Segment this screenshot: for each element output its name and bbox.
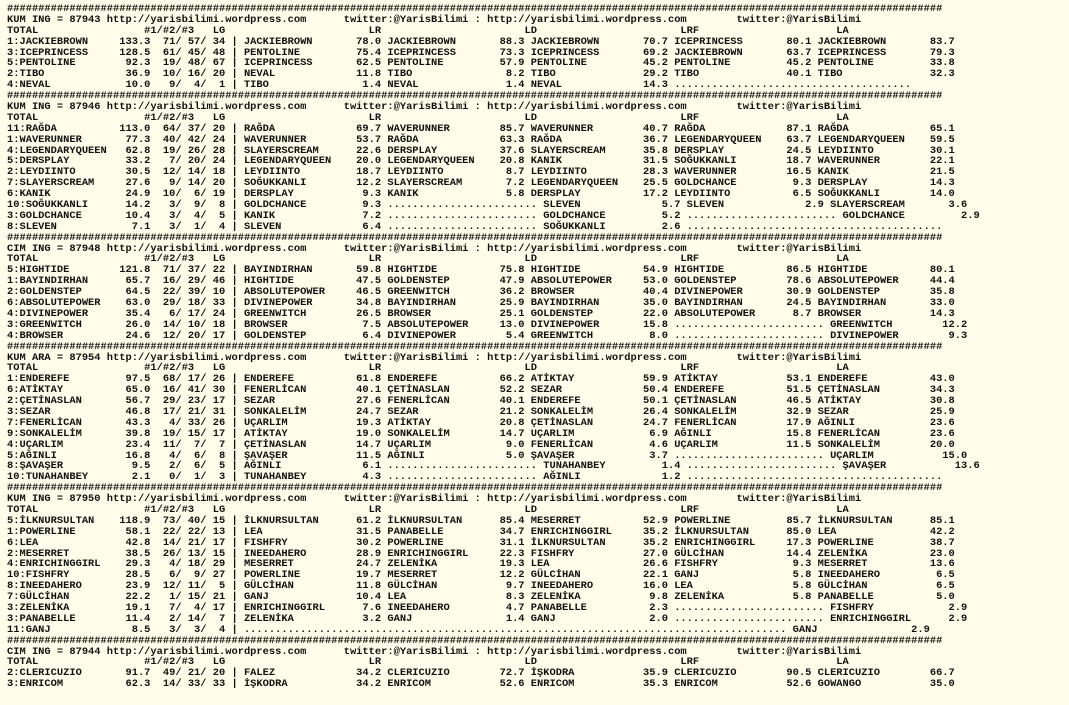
data-line: 3:ZELENİKA 19.1 7/ 4/ 17 | ENRICHINGGIRL 7.6 INEEDAHERO 4.7 PANABELLE 2.3 ........................ FISHFRY 2.9 bbox=[7, 601, 968, 614]
race-header-line: KUM ING = 87950 http://yarisbilimi.wordpress.com twitter:@YarisBilimi : http://yarisbilimi.wordpress.com twitter:@YarisBilimi bbox=[7, 493, 862, 506]
data-line: 10:SOĞUKKANLI 14.2 3/ 9/ 8 | GOLDCHANCE 9.3 ........................ SLEVEN 5.7 SLEVEN 2.9 SLAYERSCREAM 3.6 bbox=[7, 199, 968, 212]
data-line: 2:TIBO 36.9 10/ 16/ 20 | NEVAL 11.8 TIBO 8.2 TIBO 29.2 TIBO 40.1 TIBO 32.3 bbox=[7, 68, 955, 81]
data-line: 2:LEYDIINTO 30.5 12/ 14/ 18 | LEYDIINTO 18.7 LEYDIINTO 8.7 LEYDIINTO 28.3 WAVERUNNER 16.5 KANIK 21.5 bbox=[7, 166, 955, 179]
data-line: 8:SLEVEN 7.1 3/ 1/ 4 | SLEVEN 6.4 ........................ SOĞUKKANLI 2.6 ......................................... bbox=[7, 220, 943, 233]
race-header-line: KUM ARA = 87954 http://yarisbilimi.wordpress.com twitter:@YarisBilimi : http://yarisbilimi.wordpress.com twitter:@YarisBilimi bbox=[7, 351, 862, 364]
separator-line: ###################################################################################################################################################### bbox=[7, 634, 943, 647]
data-line: 4:DIVINEPOWER 35.4 6/ 17/ 24 | GREENWITCH 26.5 BROWSER 25.1 GOLDENSTEP 22.0 ABSOLUTEPOWER 8.7 BROWSER 14.3 bbox=[7, 307, 955, 320]
separator-line: ###################################################################################################################################################### bbox=[7, 90, 943, 103]
data-line: 2:GOLDENSTEP 64.5 22/ 39/ 10 | ABSOLUTEPOWER 46.5 GREENWITCH 36.2 BROWSER 40.4 DIVINEPOWER 30.9 GOLDENSTEP 35.8 bbox=[7, 286, 955, 299]
data-line: 1:JACKIEBROWN 133.3 71/ 57/ 34 | JACKIEBROWN 78.0 JACKIEBROWN 88.3 JACKIEBROWN 70.7 ICEPRINCESS 80.1 JACKIEBROWN 83.7 bbox=[7, 35, 955, 48]
data-line: 3:GOLDCHANCE 10.4 3/ 4/ 5 | KANIK 7.2 ........................ GOLDCHANCE 5.2 ........................ GOLDCHANCE 2.9 bbox=[7, 209, 980, 222]
data-line: 1:WAVERUNNER 77.3 40/ 42/ 24 | WAVERUNNER 53.7 RAĞDA 63.3 RAĞDA 36.7 LEGENDARYQUEEN 63.7 LEGENDARYQUEEN 59.5 bbox=[7, 133, 955, 146]
separator-line: ###################################################################################################################################################### bbox=[7, 482, 943, 495]
column-header-line: TOTAL #1/#2/#3 LG LR LD LRF LA bbox=[7, 503, 849, 516]
data-line: 6:ATİKTAY 65.0 16/ 41/ 30 | FENERLİCAN 40.1 ÇETİNASLAN 52.2 SEZAR 50.4 ENDEREFE 51.5 ÇETİNASLAN 34.3 bbox=[7, 384, 955, 397]
data-line: 1:POWERLINE 58.1 22/ 22/ 13 | LEA 31.5 PANABELLE 34.7 ENRICHINGGIRL 35.2 İLKNURSULTAN 85.0 LEA 42.2 bbox=[7, 525, 955, 538]
column-header-line: TOTAL #1/#2/#3 LG LR LD LRF LA bbox=[7, 24, 849, 37]
data-line: 3:ICEPRINCESS 128.5 61/ 45/ 48 | PENTOLINE 75.4 ICEPRINCESS 73.3 ICEPRINCESS 69.2 JACKIEBROWN 63.7 ICEPRINCESS 79.3 bbox=[7, 46, 955, 59]
data-line: 9:SONKALELİM 39.8 19/ 15/ 17 | ATİKTAY 19.0 SONKALELİM 14.7 UÇARLIM 6.9 AĞINLI 15.8 FENERLİCAN 23.6 bbox=[7, 427, 955, 440]
column-header-line: TOTAL #1/#2/#3 LG LR LD LRF LA bbox=[7, 656, 849, 669]
data-line: 10:FISHFRY 28.5 6/ 9/ 27 | POWERLINE 19.7 MESERRET 12.2 GÜLCİHAN 22.1 GANJ 5.8 INEEDAHERO 6.5 bbox=[7, 569, 955, 582]
data-line: 5:AĞINLI 16.8 4/ 6/ 8 | ŞAVAŞER 11.5 AĞINLI 5.0 ŞAVAŞER 3.7 ........................ UÇARLIM 15.0 bbox=[7, 449, 968, 462]
column-header-line: TOTAL #1/#2/#3 LG LR LD LRF LA bbox=[7, 111, 849, 124]
data-line: 4:LEGENDARYQUEEN 62.8 19/ 26/ 28 | SLAYERSCREAM 22.6 DERSPLAY 37.6 SLAYERSCREAM 35.8 DERSPLAY 24.5 LEYDIINTO 30.1 bbox=[7, 144, 955, 157]
data-line: 5:PENTOLINE 92.3 19/ 48/ 67 | ICEPRINCESS 62.5 PENTOLINE 57.9 PENTOLINE 45.2 PENTOLINE 45.2 PENTOLINE 33.8 bbox=[7, 57, 955, 70]
data-line: 7:FENERLİCAN 43.3 4/ 33/ 26 | UÇARLIM 19.3 ATİKTAY 20.8 ÇETİNASLAN 24.7 FENERLİCAN 17.9 AĞINLI 23.6 bbox=[7, 416, 955, 429]
data-line: 2:CLERICUZIO 91.7 49/ 21/ 20 | FALEZ 34.2 CLERICUZIO 72.7 İŞKODRA 35.9 CLERICUZIO 90.5 CLERICUZIO 66.7 bbox=[7, 667, 955, 680]
data-line: 2:MESERRET 38.5 26/ 13/ 15 | INEEDAHERO 28.9 ENRICHINGGIRL 22.3 FISHFRY 27.0 GÜLCİHAN 14.4 ZELENİKA 23.0 bbox=[7, 547, 955, 560]
data-line: 7:SLAYERSCREAM 27.6 9/ 14/ 20 | SOĞUKKANLI 12.2 SLAYERSCREAM 7.2 LEGENDARYQUEEN 25.5 GOLDCHANCE 9.3 DERSPLAY 14.3 bbox=[7, 177, 955, 190]
data-line: 11:GANJ 8.5 3/ 3/ 4 | ....................................................................................... GANJ 2.9 bbox=[7, 623, 930, 636]
race-header-line: CIM ING = 87944 http://yarisbilimi.wordpress.com twitter:@YarisBilimi : http://yarisbilimi.wordpress.com twitter:@YarisBilimi bbox=[7, 645, 862, 658]
separator-line: ###################################################################################################################################################### bbox=[7, 3, 943, 15]
data-line: 1:BAYINDIRHAN 65.7 16/ 29/ 46 | HIGHTIDE 47.5 GOLDENSTEP 47.9 ABSOLUTEPOWER 53.0 GOLDENSTEP 78.6 ABSOLUTEPOWER 44.4 bbox=[7, 275, 955, 288]
data-line: 3:SEZAR 46.8 17/ 21/ 31 | SONKALELİM 24.7 SEZAR 21.2 SONKALELİM 26.4 SONKALELİM 32.9 SEZAR 25.9 bbox=[7, 405, 955, 418]
race-header-line: KUM ING = 87946 http://yarisbilimi.wordpress.com twitter:@YarisBilimi : http://yarisbilimi.wordpress.com twitter:@YarisBilimi bbox=[7, 101, 862, 114]
data-line: 6:LEA 42.8 14/ 21/ 17 | FISHFRY 30.2 POWERLINE 31.1 İLKNURSULTAN 35.2 ENRICHINGGIRL 17.3 POWERLINE 38.7 bbox=[7, 536, 955, 549]
data-line: 4:ENRICHINGGIRL 29.3 4/ 18/ 29 | MESERRET 24.7 ZELENİKA 19.3 LEA 26.6 FISHFRY 9.3 MESERRET 13.6 bbox=[7, 558, 955, 571]
data-line: 8:INEEDAHERO 23.9 12/ 11/ 5 | GÜLCİHAN 11.8 GÜLCİHAN 9.7 INEEDAHERO 16.0 LEA 5.8 GÜLCİHAN 6.5 bbox=[7, 580, 955, 593]
data-line: 10:TUNAHANBEY 2.1 0/ 1/ 3 | TUNAHANBEY 4.3 ........................ AĞINLI 1.2 ......................................... bbox=[7, 471, 943, 484]
data-line: 3:ENRICOM 62.3 14/ 33/ 33 | İŞKODRA 34.2 ENRICOM 52.6 ENRICOM 35.3 ENRICOM 52.6 GOWANGO 35.0 bbox=[7, 678, 955, 691]
column-header-line: TOTAL #1/#2/#3 LG LR LD LRF LA bbox=[7, 253, 849, 266]
data-line: 1:ENDEREFE 97.5 68/ 17/ 26 | ENDEREFE 61.8 ENDEREFE 66.2 ATİKTAY 59.9 ATİKTAY 53.1 ENDEREFE 43.0 bbox=[7, 373, 955, 386]
column-header-line: TOTAL #1/#2/#3 LG LR LD LRF LA bbox=[7, 362, 849, 375]
data-line: 11:RAĞDA 113.0 64/ 37/ 20 | RAĞDA 69.7 WAVERUNNER 85.7 WAVERUNNER 40.7 RAĞDA 87.1 RAĞDA 65.1 bbox=[7, 122, 955, 135]
data-line: 5:DERSPLAY 33.2 7/ 20/ 24 | LEGENDARYQUEEN 20.0 LEGENDARYQUEEN 20.8 KANIK 31.5 SOĞUKKANLI 18.7 WAVERUNNER 22.1 bbox=[7, 155, 955, 168]
data-line: 5:İLKNURSULTAN 118.9 73/ 40/ 15 | İLKNURSULTAN 61.2 İLKNURSULTAN 85.4 MESERRET 52.9 POWERLINE 85.7 İLKNURSULTAN 85.1 bbox=[7, 514, 955, 527]
data-line: 6:ABSOLUTEPOWER 63.0 29/ 18/ 33 | DIVINEPOWER 34.8 BAYINDIRHAN 25.9 BAYINDIRHAN 35.0 BAYINDIRHAN 24.5 BAYINDIRHAN 33.0 bbox=[7, 297, 955, 310]
data-line: 3:PANABELLE 11.4 2/ 14/ 7 | ZELENİKA 3.2 GANJ 1.4 GANJ 2.0 ........................ ENRICHINGGIRL 2.9 bbox=[7, 612, 968, 625]
data-line: 3:GREENWITCH 26.0 14/ 10/ 18 | BROWSER 7.5 ABSOLUTEPOWER 13.0 DIVINEPOWER 15.8 ........................ GREENWITCH 12.2 bbox=[7, 318, 968, 331]
race-header-line: CIM ING = 87948 http://yarisbilimi.wordpress.com twitter:@YarisBilimi : http://yarisbilimi.wordpress.com twitter:@YarisBilimi bbox=[7, 242, 862, 255]
data-line: 8:ŞAVAŞER 9.5 2/ 6/ 5 | AĞINLI 6.1 ........................ TUNAHANBEY 1.4 ........................ ŞAVAŞER 13.6 bbox=[7, 460, 980, 473]
race-header-line: KUM ING = 87943 http://yarisbilimi.wordpress.com twitter:@YarisBilimi : http://yarisbilimi.wordpress.com twitter:@YarisBilimi bbox=[7, 13, 862, 26]
data-line: 2:ÇETİNASLAN 56.7 29/ 23/ 17 | SEZAR 27.6 FENERLİCAN 40.1 ENDEREFE 50.1 ÇETİNASLAN 46.5 ATİKTAY 30.8 bbox=[7, 395, 955, 408]
data-line: 4:UÇARLIM 23.4 11/ 7/ 7 | ÇETİNASLAN 14.7 UÇARLIM 9.0 FENERLİCAN 4.6 UÇARLIM 11.5 SONKALELİM 20.0 bbox=[7, 438, 955, 451]
separator-line: ###################################################################################################################################################### bbox=[7, 231, 943, 244]
separator-line: ###################################################################################################################################################### bbox=[7, 340, 943, 353]
data-line: 6:KANIK 24.9 10/ 6/ 19 | DERSPLAY 9.3 KANIK 5.8 DERSPLAY 17.2 LEYDIINTO 6.5 SOĞUKKANLI 14.0 bbox=[7, 188, 955, 201]
data-line: 4:NEVAL 10.0 9/ 4/ 1 | TIBO 1.4 NEVAL 1.4 NEVAL 14.3 ...................................... bbox=[7, 79, 912, 92]
data-line: 5:HIGHTIDE 121.8 71/ 37/ 22 | BAYINDIRHAN 59.8 HIGHTIDE 75.8 HIGHTIDE 54.9 HIGHTIDE 86.5 HIGHTIDE 80.1 bbox=[7, 264, 955, 277]
data-line: 7:GÜLCİHAN 22.2 1/ 15/ 21 | GANJ 10.4 LEA 8.3 ZELENİKA 9.8 ZELENİKA 5.8 PANABELLE 5.0 bbox=[7, 591, 955, 604]
data-line: 4:BROWSER 24.6 12/ 20/ 17 | GOLDENSTEP 6.4 DIVINEPOWER 5.4 GREENWITCH 8.0 ........................ DIVINEPOWER 9.3 bbox=[7, 329, 968, 342]
